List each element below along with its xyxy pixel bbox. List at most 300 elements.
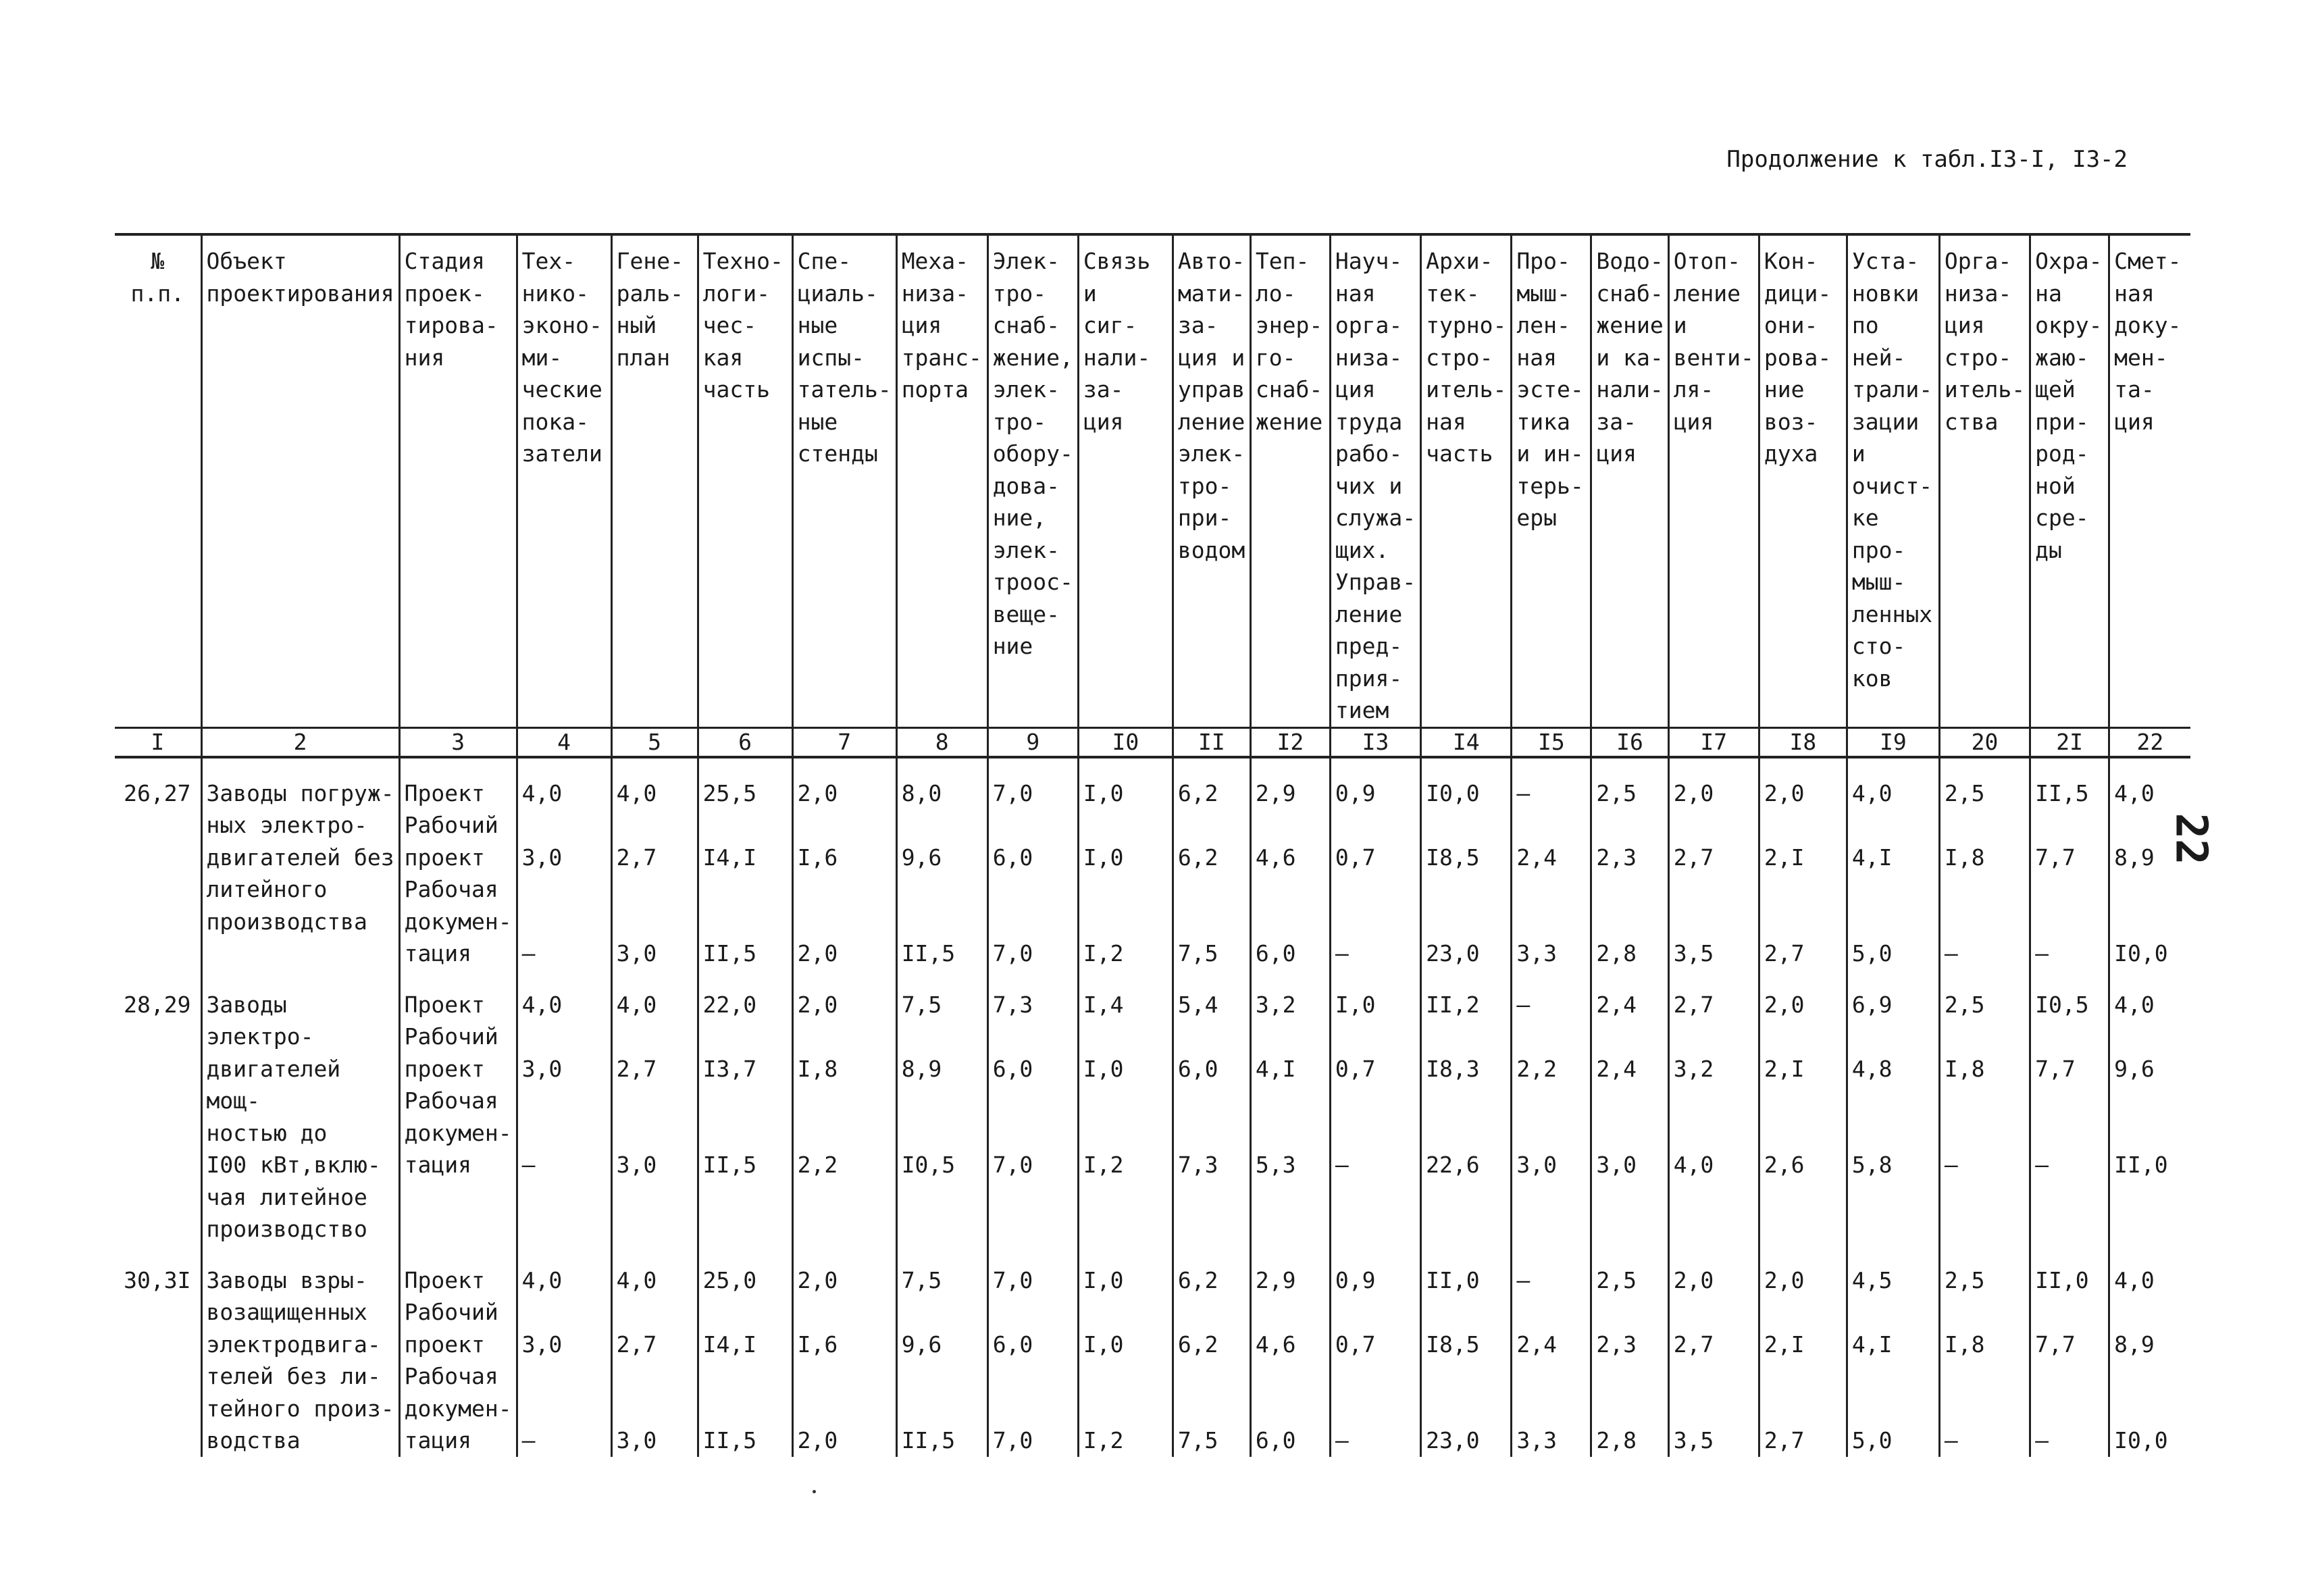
value: 5,0 — [1851, 940, 1893, 967]
column-header-17 — [1668, 234, 1759, 727]
blank-line — [1596, 1117, 1663, 1150]
column-header-13 — [1330, 234, 1420, 727]
value: 7,5 — [901, 991, 942, 1018]
blank-line — [522, 1393, 607, 1425]
blank-line — [993, 1296, 1073, 1329]
column-header-7 — [792, 234, 896, 727]
blank-line — [1945, 873, 2025, 906]
value-cell — [1512, 1245, 1591, 1457]
value: I8,3 — [1426, 1055, 1480, 1082]
blank-line — [1596, 1021, 1663, 1053]
value: I0,5 — [2035, 991, 2089, 1018]
blank-line — [1674, 873, 1754, 906]
value: I,8 — [1944, 1331, 1985, 1358]
value-cell — [1078, 1245, 1173, 1457]
column-header-label: Гене- раль- ный план — [616, 248, 684, 371]
table-row — [115, 1245, 2190, 1457]
column-header-1 — [115, 234, 201, 727]
column-number-7: 7 — [792, 727, 896, 757]
value: 8,9 — [901, 1055, 942, 1082]
value: 2,4 — [1516, 1331, 1557, 1358]
value: 7,5 — [901, 1266, 942, 1293]
blank-line — [1256, 1393, 1325, 1425]
column-number-5: 5 — [611, 727, 698, 757]
column-number-12: I2 — [1250, 727, 1330, 757]
value: 5,3 — [1255, 1152, 1296, 1178]
column-header-label: Тех- нико- эконо- ми- ческие пока- затели — [521, 248, 602, 467]
value: 0,7 — [1335, 1331, 1376, 1358]
value: 2,4 — [1596, 1055, 1637, 1082]
blank-line — [2114, 1296, 2186, 1329]
value: 2,7 — [616, 1331, 657, 1358]
blank-line — [2035, 1393, 2104, 1425]
blank-line — [798, 1085, 892, 1117]
row-number: 30,3I — [124, 1266, 191, 1293]
value: II,5 — [901, 1427, 956, 1453]
design-stage — [399, 1245, 517, 1457]
stage-line: Рабочая — [404, 1087, 498, 1114]
value: 2,0 — [797, 1266, 838, 1293]
value: 9,6 — [901, 844, 942, 871]
column-header-14 — [1421, 234, 1512, 727]
column-header-label: Уста- новки по ней- трали- зации и очист- ке про- мыш- ленных сто- ков — [1851, 248, 1933, 692]
blank-line — [2035, 1021, 2104, 1053]
value-cell — [1512, 757, 1591, 970]
blank-line — [1674, 809, 1754, 842]
blank-line — [1178, 1085, 1245, 1117]
value-cell — [1173, 970, 1250, 1245]
blank-line — [902, 1393, 983, 1425]
value: II,0 — [2114, 1152, 2168, 1178]
blank-line — [1596, 1296, 1663, 1329]
value: 22,6 — [1426, 1152, 1480, 1178]
stage-line: проект — [404, 844, 485, 871]
column-header-3 — [399, 234, 517, 727]
value-cell — [698, 1245, 792, 1457]
blank-line — [1083, 1021, 1168, 1053]
blank-line — [1178, 1117, 1245, 1150]
value: 2,0 — [797, 991, 838, 1018]
blank-line — [1945, 1360, 2025, 1393]
column-number-2: 2 — [201, 727, 399, 757]
blank-line — [2035, 1117, 2104, 1150]
blank-line — [1335, 1021, 1416, 1053]
value: 2,5 — [1596, 779, 1637, 806]
value-cell — [1421, 757, 1512, 970]
value: – — [1335, 1427, 1349, 1453]
stage-line: докумен- — [404, 908, 512, 935]
value: 2,0 — [1764, 779, 1805, 806]
object-name: Заводы взры- возащищенных электродвига- телей без ли- тейного произ- водства — [201, 1245, 399, 1457]
blank-line — [617, 906, 693, 938]
value-cell — [2109, 970, 2190, 1245]
value-cell — [611, 1245, 698, 1457]
blank-line — [1178, 1393, 1245, 1425]
blank-line — [1596, 1085, 1663, 1117]
blank-line — [1516, 1021, 1586, 1053]
table-row — [115, 970, 2190, 1245]
table-row — [115, 757, 2190, 970]
value-cell — [1250, 757, 1330, 970]
value: 7,3 — [1177, 1152, 1218, 1178]
stage-line: Рабочая — [404, 1363, 498, 1389]
blank-line — [1178, 873, 1245, 906]
blank-line — [522, 1296, 607, 1329]
stage-line: проект — [404, 1055, 485, 1082]
value: – — [1944, 1152, 1958, 1178]
blank-line — [2035, 873, 2104, 906]
blank-line — [993, 873, 1073, 906]
column-number-13: I3 — [1330, 727, 1420, 757]
column-number-17: I7 — [1668, 727, 1759, 757]
blank-line — [1516, 1085, 1586, 1117]
value-cell — [1939, 1245, 2030, 1457]
blank-line — [1335, 1360, 1416, 1393]
blank-line — [1596, 1360, 1663, 1393]
stage-line: Рабочий — [404, 1299, 498, 1325]
value-cell — [1173, 1245, 1250, 1457]
value: 2,9 — [1255, 1266, 1296, 1293]
column-header-10 — [1078, 234, 1173, 727]
value: II,2 — [1426, 991, 1480, 1018]
blank-line — [1945, 1085, 2025, 1117]
value: 2,7 — [616, 844, 657, 871]
table-body — [115, 757, 2190, 1457]
value: 2,5 — [1944, 1266, 1985, 1293]
value-cell — [1591, 1245, 1668, 1457]
value-cell — [611, 757, 698, 970]
value: 2,0 — [797, 1427, 838, 1453]
value: 2,8 — [1596, 940, 1637, 967]
column-number-10: I0 — [1078, 727, 1173, 757]
row-number: 28,29 — [124, 991, 191, 1018]
column-header-label: Меха- низа- ция транс- порта — [901, 248, 982, 403]
value: I,2 — [1083, 940, 1124, 967]
value: 4,0 — [2114, 991, 2155, 1018]
value: 2,3 — [1596, 844, 1637, 871]
column-number-3: 3 — [399, 727, 517, 757]
value: 4,5 — [1851, 1266, 1893, 1293]
column-header-label: Спе- циаль- ные испы- татель- ные стенды — [797, 248, 892, 467]
column-number-15: I5 — [1512, 727, 1591, 757]
column-header-19 — [1847, 234, 1939, 727]
blank-line — [703, 809, 788, 842]
blank-line — [1764, 873, 1842, 906]
value: 7,0 — [992, 1152, 1033, 1178]
blank-line — [1426, 1360, 1506, 1393]
blank-line — [1256, 873, 1325, 906]
stage-line: Проект — [404, 1266, 485, 1293]
value: 25,0 — [702, 1266, 757, 1293]
blank-line — [1083, 809, 1168, 842]
value: I,0 — [1083, 844, 1124, 871]
value: 6,0 — [1177, 1055, 1218, 1082]
blank-line — [617, 1117, 693, 1150]
blank-line — [617, 809, 693, 842]
value: 3,5 — [1673, 940, 1714, 967]
column-header-label: Объект проектирования — [206, 248, 394, 307]
stage-line: Рабочий — [404, 812, 498, 838]
blank-line — [1596, 906, 1663, 938]
column-number-row — [115, 727, 2190, 757]
blank-line — [1426, 1117, 1506, 1150]
value-cell — [1939, 757, 2030, 970]
blank-line — [522, 1085, 607, 1117]
column-header-label: Авто- мати- за- ция и управ ление элек- тро- при- водом — [1177, 248, 1245, 563]
blank-line — [522, 873, 607, 906]
blank-line — [993, 1085, 1073, 1117]
value: I,2 — [1083, 1152, 1124, 1178]
blank-line — [1674, 1296, 1754, 1329]
blank-line — [1426, 1085, 1506, 1117]
blank-line — [1083, 1296, 1168, 1329]
value: 3,2 — [1673, 1055, 1714, 1082]
stage-line: докумен- — [404, 1119, 512, 1146]
column-header-18 — [1759, 234, 1847, 727]
value: 2,3 — [1596, 1331, 1637, 1358]
column-header-label: Теп- ло- энер- го- снаб- жение — [1255, 248, 1323, 435]
value-cell — [1330, 757, 1420, 970]
blank-line — [617, 873, 693, 906]
column-header-21 — [2030, 234, 2109, 727]
object-name: Заводы электро- двигателей мощ- ностью до I00 кВт,вклю- чая литейное производство — [201, 970, 399, 1245]
value: I,0 — [1083, 1055, 1124, 1082]
value: 3,0 — [521, 844, 563, 871]
blank-line — [522, 1021, 607, 1053]
blank-line — [703, 873, 788, 906]
column-header-15 — [1512, 234, 1591, 727]
blank-line — [1945, 1117, 2025, 1150]
blank-line — [617, 1085, 693, 1117]
stage-line: Рабочий — [404, 1023, 498, 1050]
stage-line: тация — [404, 1427, 471, 1453]
blank-line — [1178, 1296, 1245, 1329]
value: 2,7 — [1673, 1331, 1714, 1358]
value: – — [1516, 1266, 1531, 1293]
value-cell — [896, 970, 987, 1245]
value: 0,7 — [1335, 1055, 1376, 1082]
value: I,0 — [1083, 1266, 1124, 1293]
value: I4,I — [702, 1331, 757, 1358]
blank-line — [1083, 906, 1168, 938]
value: 2,I — [1764, 1331, 1805, 1358]
value: 3,0 — [616, 1427, 657, 1453]
value: 4,I — [1851, 844, 1893, 871]
blank-line — [1083, 1393, 1168, 1425]
value-cell — [792, 1245, 896, 1457]
column-header-label: Охра- на окру- жаю- щей при- род- ной сре- ды — [2035, 248, 2103, 563]
value: 2,7 — [1764, 940, 1805, 967]
value: 22,0 — [702, 991, 757, 1018]
value-cell — [2030, 757, 2109, 970]
value-cell — [896, 1245, 987, 1457]
column-number-6: 6 — [698, 727, 792, 757]
value: I,0 — [1335, 991, 1376, 1018]
column-header-label: Водо- снаб- жение и ка- нали- за- ция — [1596, 248, 1664, 467]
blank-line — [2114, 873, 2186, 906]
value-cell — [1250, 970, 1330, 1245]
blank-line — [798, 1360, 892, 1393]
blank-line — [993, 1117, 1073, 1150]
value-cell — [698, 757, 792, 970]
value: I,0 — [1083, 1331, 1124, 1358]
blank-line — [1516, 1296, 1586, 1329]
blank-line — [703, 1360, 788, 1393]
value: 3,0 — [1596, 1152, 1637, 1178]
value: 2,4 — [1596, 991, 1637, 1018]
value: 2,5 — [1596, 1266, 1637, 1293]
object-name: Заводы погруж- ных электро- двигателей без литейного производства — [201, 757, 399, 970]
blank-line — [1945, 1021, 2025, 1053]
value: 3,0 — [616, 1152, 657, 1178]
value: 4,0 — [521, 991, 563, 1018]
value: 7,0 — [992, 1427, 1033, 1453]
value-cell — [987, 970, 1078, 1245]
value: 23,0 — [1426, 940, 1480, 967]
value: 4,0 — [616, 991, 657, 1018]
value: 3,3 — [1516, 1427, 1557, 1453]
blank-line — [902, 1296, 983, 1329]
column-header-label: № п.п. — [130, 248, 184, 307]
value-cell — [1078, 757, 1173, 970]
value: I,4 — [1083, 991, 1124, 1018]
column-number-18: I8 — [1759, 727, 1847, 757]
blank-line — [1516, 873, 1586, 906]
value: 23,0 — [1426, 1427, 1480, 1453]
stage-line: Проект — [404, 991, 485, 1018]
value: 7,7 — [2035, 1055, 2076, 1082]
blank-line — [798, 1296, 892, 1329]
row-number: 26,27 — [124, 779, 191, 806]
column-header-4 — [517, 234, 611, 727]
value: – — [2035, 1152, 2049, 1178]
scan-speck — [813, 1490, 816, 1493]
blank-line — [703, 1021, 788, 1053]
value: 8,9 — [2114, 1331, 2155, 1358]
blank-line — [1426, 809, 1506, 842]
column-number-20: 20 — [1939, 727, 2030, 757]
value-cell — [1847, 757, 1939, 970]
value: 9,6 — [901, 1331, 942, 1358]
blank-line — [703, 1296, 788, 1329]
stage-line: проект — [404, 1331, 485, 1358]
value: I,8 — [797, 1055, 838, 1082]
blank-line — [2114, 1021, 2186, 1053]
value: 4,0 — [1851, 779, 1893, 806]
column-header-8 — [896, 234, 987, 727]
stage-line: докумен- — [404, 1395, 512, 1422]
column-number-16: I6 — [1591, 727, 1668, 757]
blank-line — [1674, 1085, 1754, 1117]
blank-line — [1335, 1117, 1416, 1150]
blank-line — [798, 809, 892, 842]
blank-line — [2035, 1085, 2104, 1117]
column-number-1: I — [115, 727, 201, 757]
value-cell — [517, 1245, 611, 1457]
value: I0,5 — [901, 1152, 956, 1178]
value-cell — [1847, 970, 1939, 1245]
blank-line — [1516, 1393, 1586, 1425]
blank-line — [1674, 1360, 1754, 1393]
blank-line — [1852, 873, 1934, 906]
blank-line — [993, 906, 1073, 938]
column-number-19: I9 — [1847, 727, 1939, 757]
blank-line — [1852, 1085, 1934, 1117]
value-cell — [1939, 970, 2030, 1245]
value: 6,2 — [1177, 1331, 1218, 1358]
blank-line — [1083, 1085, 1168, 1117]
blank-line — [1178, 906, 1245, 938]
value: – — [521, 1152, 536, 1178]
column-header-label: Стадия проек- тирова- ния — [404, 248, 498, 371]
value-cell — [1078, 970, 1173, 1245]
value: 3,3 — [1516, 940, 1557, 967]
column-header-label: Связь и сиг- нали- за- ция — [1083, 248, 1151, 435]
blank-line — [1764, 1360, 1842, 1393]
blank-line — [1764, 1021, 1842, 1053]
blank-line — [993, 809, 1073, 842]
value-cell — [1512, 970, 1591, 1245]
header-row — [115, 234, 2190, 727]
value-cell — [517, 970, 611, 1245]
value: 2,7 — [616, 1055, 657, 1082]
value: 4,0 — [521, 1266, 563, 1293]
value: 6,2 — [1177, 1266, 1218, 1293]
blank-line — [1335, 1296, 1416, 1329]
value: I,6 — [797, 1331, 838, 1358]
value: 8,9 — [2114, 844, 2155, 871]
value: I3,7 — [702, 1055, 757, 1082]
blank-line — [1256, 1117, 1325, 1150]
value: 2,0 — [1764, 1266, 1805, 1293]
value: 7,7 — [2035, 1331, 2076, 1358]
value: II,0 — [1426, 1266, 1480, 1293]
blank-line — [1945, 1393, 2025, 1425]
value: 2,6 — [1764, 1152, 1805, 1178]
value-cell — [1759, 1245, 1847, 1457]
value: – — [1944, 1427, 1958, 1453]
value: II,5 — [2035, 779, 2089, 806]
column-number-22: 22 — [2109, 727, 2190, 757]
blank-line — [798, 1117, 892, 1150]
blank-line — [902, 906, 983, 938]
value: 7,5 — [1177, 1427, 1218, 1453]
value: 7,0 — [992, 1266, 1033, 1293]
blank-line — [1083, 1117, 1168, 1150]
column-header-label: Техно- логи- чес- кая часть — [702, 248, 783, 403]
value: – — [2035, 940, 2049, 967]
blank-line — [2114, 1360, 2186, 1393]
value-cell — [1668, 970, 1759, 1245]
blank-line — [1852, 1021, 1934, 1053]
value-cell — [1759, 970, 1847, 1245]
value: 3,0 — [521, 1331, 563, 1358]
stage-line: тация — [404, 940, 471, 967]
value: 6,0 — [992, 844, 1033, 871]
blank-line — [1852, 1296, 1934, 1329]
blank-line — [1083, 1360, 1168, 1393]
value-cell — [1759, 757, 1847, 970]
blank-line — [1426, 1296, 1506, 1329]
value: 2,8 — [1596, 1427, 1637, 1453]
value: I8,5 — [1426, 1331, 1480, 1358]
blank-line — [902, 1360, 983, 1393]
value: – — [1335, 1152, 1349, 1178]
blank-line — [1083, 873, 1168, 906]
value: 2,7 — [1673, 844, 1714, 871]
blank-line — [617, 1360, 693, 1393]
blank-line — [902, 1021, 983, 1053]
